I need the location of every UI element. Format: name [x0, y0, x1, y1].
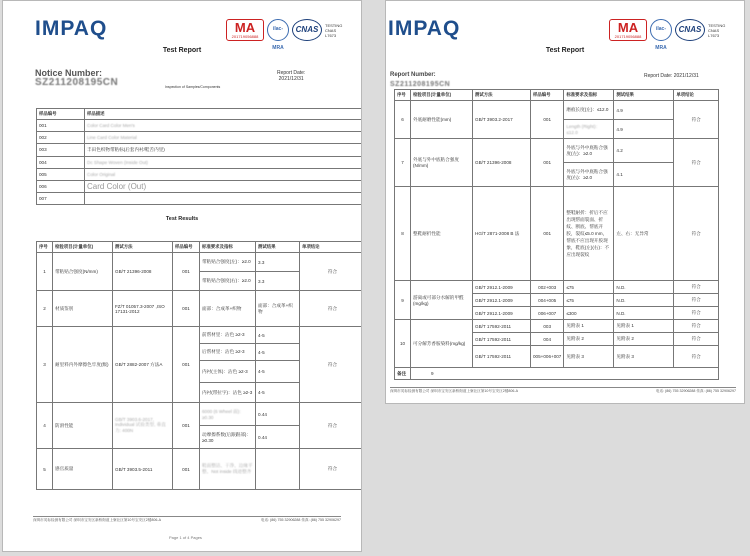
row-requirement: 带粘贴合强度(左)：≥2.0 — [200, 253, 256, 272]
row-requirement: 后帮材里：沾色 ≥2-3 — [200, 344, 256, 361]
impaq-logo: IMPAQ — [388, 17, 461, 40]
row-method: HG/T 2871-2008 B 法 — [473, 187, 531, 281]
report-page-2 — [385, 0, 745, 404]
inspection-note: Inspection of Samples/Components — [165, 85, 221, 89]
remarks-row — [395, 368, 719, 380]
remarks-value: 9 — [411, 368, 719, 380]
table-row — [37, 253, 363, 272]
row-method: GB/T 17592-2011 — [473, 346, 531, 368]
row-verdict: 符合 — [300, 327, 363, 403]
remarks-label: 备注 — [395, 368, 411, 380]
row-result: N.D. — [614, 294, 674, 307]
sample-id: 002 — [37, 132, 85, 144]
samples-header-desc: 样品描述 — [85, 109, 363, 120]
col-header-no: 序号 — [37, 242, 53, 253]
table-row — [395, 139, 719, 163]
table-row — [37, 327, 363, 344]
row-method: GB/T 3903.2-2017 — [473, 101, 531, 139]
row-requirement: 前帮材里：沾色 ≥2-3 — [200, 327, 256, 344]
col-header-result: 测试结果 — [614, 90, 674, 101]
sample-row — [37, 168, 363, 180]
footer-contact: 电话: (86) 755 32906288 传真: (86) 755 32906297 — [260, 518, 341, 522]
col-header-sample: 样品编号 — [173, 242, 200, 253]
sample-desc: Dc Shape Woven (Inside Out) — [85, 156, 363, 168]
report-number: SZ211208195CN — [390, 81, 451, 88]
impaq-logo: IMPAQ — [35, 17, 108, 40]
sample-id: 001 — [37, 120, 85, 132]
row-no: 4 — [37, 403, 53, 449]
col-header-item: 检验项目(计量单位) — [53, 242, 113, 253]
sample-desc: Color Card Color Men's — [85, 120, 363, 132]
col-header-item: 检验项目(计量单位) — [411, 90, 473, 101]
row-result: 0.44 — [256, 403, 300, 426]
row-result: 4.9 — [614, 101, 674, 120]
row-requirement: 面部：合成革+织物 — [200, 291, 256, 327]
test-results-label: Test Results — [165, 216, 199, 222]
report-title: Test Report — [545, 47, 585, 54]
sample-row — [37, 120, 363, 132]
col-header-method: 测试方法 — [473, 90, 531, 101]
ilac-mark: ilac-MRA — [650, 19, 672, 41]
row-result: 面部：合成革+织物 — [256, 291, 300, 327]
row-requirement: 整鞋耐折：折后不应出现帮面裂面、折纹、断底、帮底开胶，裂纹≤5.0 mm，帮底不应出现开胶现象，鞋底(左)(右)：不应出现裂纹 — [564, 187, 614, 281]
samples-header-id: 样品编号 — [37, 109, 85, 120]
row-no: 10 — [395, 320, 411, 368]
row-no: 1 — [37, 253, 53, 291]
row-item: 材质鉴别 — [53, 291, 113, 327]
row-requirement: 见附表 1 — [564, 320, 614, 333]
row-requirement: ≤75 — [564, 294, 614, 307]
row-result: 3.3 — [256, 253, 300, 272]
report-date: 2021/12/31 — [278, 76, 304, 82]
report-date-block — [644, 73, 699, 79]
row-method: GB/T 2912.1-2009 — [473, 294, 531, 307]
row-result: 左、右：无异常 — [614, 187, 674, 281]
col-header-sample: 样品编号 — [531, 90, 564, 101]
report-date-label: Report Date: — [277, 70, 306, 76]
row-requirement: 内衬(主体)：沾色 ≥2-3 — [200, 361, 256, 383]
cnas-mark: CNAS — [675, 19, 705, 41]
report-date-block — [277, 70, 305, 82]
sample-id: 004 — [37, 156, 85, 168]
col-header-verdict: 单项结论 — [300, 242, 363, 253]
page-footer — [33, 516, 341, 523]
table-row — [395, 187, 719, 281]
row-method: GB/T 2912.1-2009 — [473, 307, 531, 320]
col-header-method: 测试方法 — [113, 242, 173, 253]
sample-id: 003 — [37, 144, 85, 156]
row-verdict: 符合 — [674, 307, 719, 320]
row-sample: 004 — [531, 333, 564, 346]
row-sample: 004+005 — [531, 294, 564, 307]
row-method: GB/T 21396-2008 — [473, 139, 531, 187]
row-result: 4-5 — [256, 361, 300, 383]
row-verdict: 符合 — [300, 291, 363, 327]
row-sample: 001 — [173, 403, 200, 449]
row-sample: 001 — [173, 253, 200, 291]
page-footer — [390, 387, 736, 394]
sample-desc: Line Card Color Material — [85, 132, 363, 144]
table-row — [37, 403, 363, 426]
sample-desc: Color Original — [85, 168, 363, 180]
lab-number: TESTING CNAS L7673 — [708, 22, 726, 38]
row-verdict: 符合 — [300, 253, 363, 291]
row-verdict: 符合 — [300, 403, 363, 449]
row-result: 4-5 — [256, 344, 300, 361]
page-number: Page 1 of 4 Pages — [169, 535, 202, 540]
row-requirement: 6000 (6 Wheel 面)：≥0.30 — [200, 403, 256, 426]
row-item: 整鞋耐折性能 — [411, 187, 473, 281]
cnas-mark: CNAS — [292, 19, 322, 41]
row-method: GB/T 21396-2008 — [113, 253, 173, 291]
row-item: 带粘贴合强度(N/mm) — [53, 253, 113, 291]
row-result: N.D. — [614, 281, 674, 294]
row-item: 耐里料内外摩擦色牢度(级) — [53, 327, 113, 403]
row-result — [256, 449, 300, 490]
row-item: 可分解芳香胺染料(mg/kg) — [411, 320, 473, 368]
col-header-requirement: 标准要求及指标 — [200, 242, 256, 253]
row-method: GB/T 17592-2011 — [473, 333, 531, 346]
row-requirement: Length (Right)：≤12.0 — [564, 120, 614, 139]
row-verdict: 符合 — [674, 187, 719, 281]
sample-row — [37, 132, 363, 144]
row-item: 防滑性能 — [53, 403, 113, 449]
row-result: 4-5 — [256, 383, 300, 403]
sample-row — [37, 193, 363, 205]
row-sample: 002+003 — [531, 281, 564, 294]
row-verdict: 符合 — [674, 294, 719, 307]
row-verdict: 符合 — [674, 139, 719, 187]
row-no: 8 — [395, 187, 411, 281]
report-number-label: Report Number: — [390, 72, 436, 78]
report-number-block — [390, 71, 450, 89]
row-result: 见附表 3 — [614, 346, 674, 368]
report-page-1 — [2, 0, 362, 552]
row-verdict: 符合 — [300, 449, 363, 490]
row-method: GB/T 17592-2011 — [473, 320, 531, 333]
row-method: GB/T 2882-2007 方法A — [113, 327, 173, 403]
row-verdict: 符合 — [674, 101, 719, 139]
row-method: GB/T 2912.1-2009 — [473, 281, 531, 294]
results-table-page1 — [36, 241, 362, 490]
row-verdict: 符合 — [674, 281, 719, 294]
row-requirement: 带粘贴合强度(右)：≥2.0 — [200, 272, 256, 291]
footer-contact: 电话: (86) 755 32906288 传真: (86) 755 32906297 — [655, 389, 736, 393]
row-no: 6 — [395, 101, 411, 139]
footer-address: 深圳市英标检测有限公司 深圳市宝安区新桥街道上寮社区第10号宝安区2楼806-A — [33, 518, 161, 522]
col-header-result: 测试结果 — [256, 242, 300, 253]
report-title: Test Report — [162, 47, 202, 54]
row-requirement: 外底与外中底粘合强度(右)：≥2.0 — [564, 163, 614, 187]
row-sample: 001 — [173, 291, 200, 327]
row-result: N.D. — [614, 307, 674, 320]
report-date: 2021/12/31 — [673, 73, 699, 79]
row-no: 3 — [37, 327, 53, 403]
samples-table — [36, 108, 362, 205]
row-requirement: 磨痕长度(左)：≤12.0 — [564, 101, 614, 120]
sample-desc: 丰田色织物带粘标(后套内衬/鞋舌内里) — [85, 144, 363, 156]
sample-id: 007 — [37, 193, 85, 205]
footer-address: 深圳市英标检测有限公司 深圳市宝安区新桥街道上寮社区第10号宝安区2楼806-A — [390, 389, 518, 393]
row-no: 9 — [395, 281, 411, 320]
row-no: 5 — [37, 449, 53, 490]
col-header-verdict: 单项结论 — [674, 90, 719, 101]
cma-mark: MA 201719056888 — [226, 19, 264, 41]
row-sample: 003 — [531, 320, 564, 333]
results-table-page2 — [394, 89, 719, 380]
row-requirement: 见附表 3 — [564, 346, 614, 368]
row-requirement: 外底与外中底粘合强度(左)：≥2.0 — [564, 139, 614, 163]
col-header-no: 序号 — [395, 90, 411, 101]
notice-number-block — [35, 69, 118, 87]
table-row — [37, 291, 363, 327]
row-verdict: 符合 — [674, 333, 719, 346]
ilac-mark: ilac-MRA — [267, 19, 289, 41]
row-requirement: 内衬(带拉字)：沾色 ≥2-3 — [200, 383, 256, 403]
row-sample: 005+006+007 — [531, 346, 564, 368]
row-method: GB/T 3903.5-2011 — [113, 449, 173, 490]
sample-desc — [85, 193, 363, 205]
lab-number: TESTING CNAS L7673 — [325, 22, 343, 38]
sample-row — [37, 156, 363, 168]
row-item: 感官质量 — [53, 449, 113, 490]
sample-row — [37, 144, 363, 156]
notice-number: SZ211208195CN — [35, 77, 119, 88]
row-sample: 006+007 — [531, 307, 564, 320]
row-requirement: 鞋面整洁、干净、边缘平整、Not inside 线迹整齐 — [200, 449, 256, 490]
table-row — [395, 320, 719, 333]
row-verdict: 符合 — [674, 320, 719, 333]
row-result: 见附表 2 — [614, 333, 674, 346]
certification-marks — [226, 19, 347, 51]
row-result: 4.9 — [614, 120, 674, 139]
notice-label: Notice Number: — [35, 68, 103, 78]
report-date-label: Report Date: — [644, 73, 673, 79]
row-sample: 001 — [173, 327, 200, 403]
row-requirement: 见附表 2 — [564, 333, 614, 346]
row-result: 4.2 — [614, 139, 674, 163]
row-method: GB/T 3903.6-2017, Individual 试验类型, 垂直力: 400N — [113, 403, 173, 449]
row-result: 4.1 — [614, 163, 674, 187]
row-sample: 001 — [173, 449, 200, 490]
row-sample: 001 — [531, 101, 564, 139]
cma-mark: MA 201719056888 — [609, 19, 647, 41]
row-requirement: ≤75 — [564, 281, 614, 294]
row-requirement: ≤300 — [564, 307, 614, 320]
row-item: 游离或可部分水解的甲醛(mg/kg) — [411, 281, 473, 320]
sample-row — [37, 180, 363, 192]
row-result: 0.44 — [256, 426, 300, 449]
table-row — [37, 449, 363, 490]
row-verdict: 符合 — [674, 346, 719, 368]
table-row — [395, 101, 719, 120]
sample-id: 005 — [37, 168, 85, 180]
row-method: FZ/T 01057.3-2007 ,ISO 17131-2012 — [113, 291, 173, 327]
sample-id: 006 — [37, 180, 85, 192]
row-result: 4-5 — [256, 327, 300, 344]
row-item: 外底耐磨性能(mm) — [411, 101, 473, 139]
row-sample: 001 — [531, 187, 564, 281]
sample-desc: Card Color (Out) — [85, 180, 363, 192]
col-header-requirement: 标准要求及指标 — [564, 90, 614, 101]
row-requirement: 动摩擦系数(后跟跟部)：≥0.30 — [200, 426, 256, 449]
row-no: 7 — [395, 139, 411, 187]
row-sample: 001 — [531, 139, 564, 187]
row-item: 外底与外中底粘合强度(N/mm) — [411, 139, 473, 187]
table-row — [395, 281, 719, 294]
row-no: 2 — [37, 291, 53, 327]
certification-marks — [609, 19, 730, 51]
row-result: 见附表 1 — [614, 320, 674, 333]
row-result: 3.3 — [256, 272, 300, 291]
